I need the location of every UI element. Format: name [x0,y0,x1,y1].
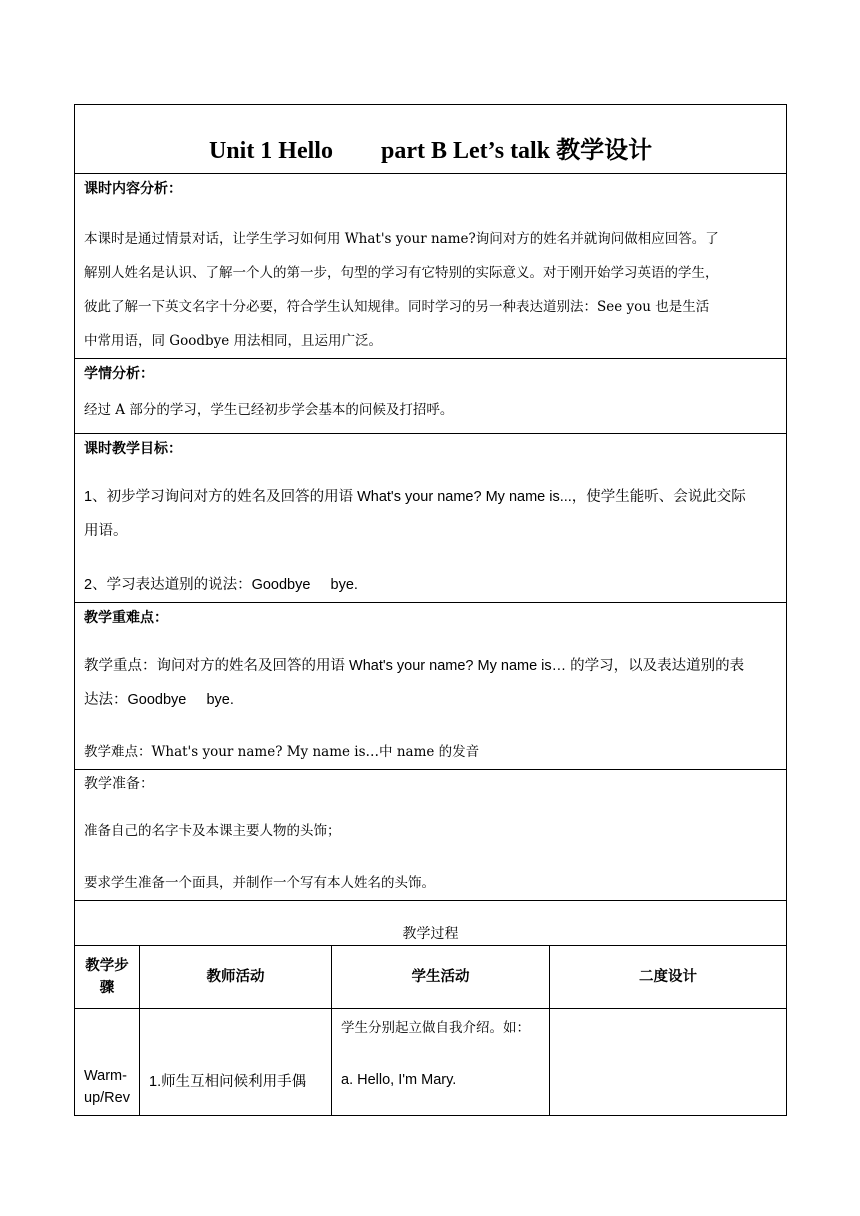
content-analysis-line: 彼此了解一下英文名字十分必要，符合学生认知规律。同时学习的另一种表达道别法：See you 也是生活 [84,299,710,315]
teacher-activity: 1.师生互相问候利用手偶 [149,1074,307,1090]
student-analysis-text: 经过 A 部分的学习，学生已经初步学会基本的问候及打招呼。 [84,402,454,418]
preparation-line-2: 要求学生准备一个面具，并制作一个写有本人姓名的头饰。 [84,875,435,891]
content-analysis-section [75,174,787,359]
focus-line-2: 达法：Goodbye bye. [84,692,234,708]
content-analysis-heading: 课时内容分析： [84,180,182,196]
header-step-line-1: 教学步 [85,958,129,974]
objective-1-line-1: 1、初步学习询问对方的姓名及回答的用语 What's your name? My name is...，使学生能听、会说此交际 [84,489,746,505]
step-line-2: up/Rev [84,1090,130,1106]
title-cell [75,105,787,174]
second-design-cell [550,1009,787,1116]
header-student: 学生活动 [332,946,550,1009]
objective-2: 2、学习表达道别的说法：Goodbye bye. [84,577,358,593]
lesson-plan-table [74,104,787,1116]
difficulty-line: 教学难点：What's your name? My name is…中 name 的发音 [84,744,480,760]
focus-line-1: 教学重点：询问对方的姓名及回答的用语 What's your name? My name is… 的学习，以及表达道别的表 [84,658,745,674]
title-part: part B Let’s talk 教学设计 [380,138,653,164]
objective-1-line-2: 用语。 [84,523,128,539]
preparation-section [75,770,787,901]
process-header-row [75,946,787,1009]
preparation-heading: 教学准备： [84,776,154,792]
key-points-heading: 教学重难点： [84,609,168,625]
student-activity-cell [332,1009,550,1116]
student-analysis-heading: 学情分析： [84,365,154,381]
content-analysis-line: 本课时是通过情景对话，让学生学习如何用 What's your name?询问对方的姓名并就询问做相应回答。了 [84,231,719,247]
title-unit: Unit 1 Hello [208,138,333,164]
step-line-1: Warm- [84,1068,127,1084]
student-analysis-section [75,359,787,434]
content-analysis-line: 中常用语，同 Goodbye 用法相同，且运用广泛。 [84,333,383,349]
student-activity-line-2: a. Hello, I'm Mary. [341,1072,457,1088]
key-points-section [75,603,787,770]
header-second-design: 二度设计 [550,946,787,1009]
step-cell [75,1009,140,1116]
process-heading: 教学过程 [402,926,459,942]
preparation-line-1: 准备自己的名字卡及本课主要人物的头饰； [84,823,341,839]
objectives-heading: 课时教学目标： [84,440,182,456]
teacher-activity-cell [140,1009,332,1116]
content-analysis-line: 解别人姓名是认识、了解一个人的第一步，句型的学习有它特别的实际意义。对于刚开始学习英语的学生， [84,265,719,281]
header-teacher: 教师活动 [140,946,332,1009]
table-row [75,1009,787,1116]
process-heading-cell [75,901,787,946]
header-step [75,946,140,1009]
objectives-section [75,434,787,603]
header-step-line-2: 骤 [99,980,115,996]
page-title [75,105,786,167]
student-activity-line-1: 学生分别起立做自我介绍。如： [341,1020,530,1036]
